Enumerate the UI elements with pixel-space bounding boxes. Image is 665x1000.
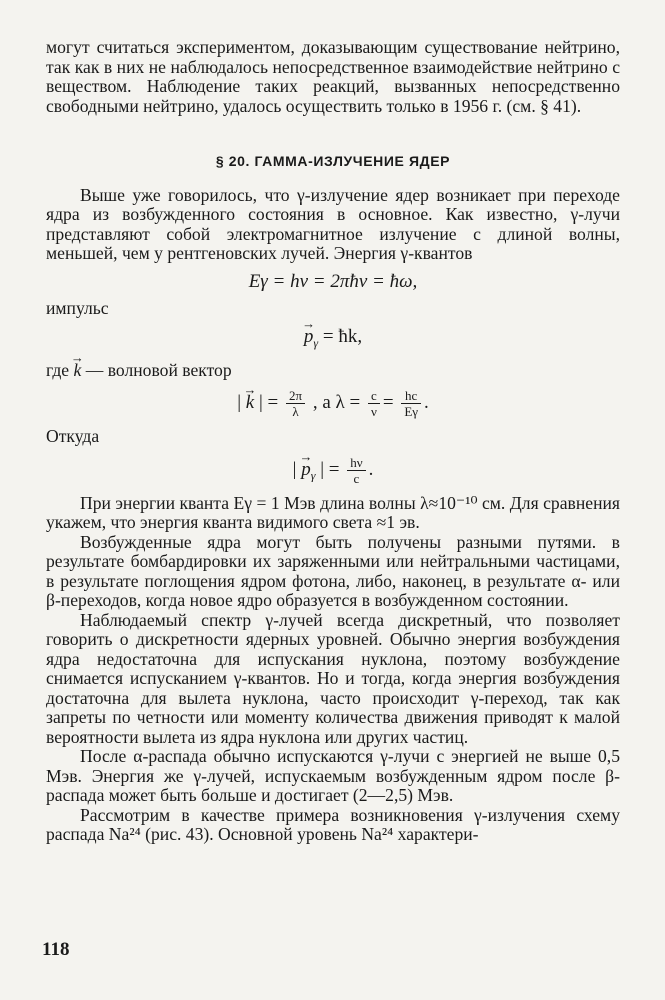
fraction-den: Eγ <box>404 404 419 420</box>
paragraph-3: Возбужденные ядра могут быть получены разными путями. в результате бомбардировки их заряженными или нейтральными частицами, в результате поглощения ядром фотона, либо, наконец, в результате α- или β-переходов, когда новое ядро образуется в возбужденном состоянии. <box>46 531 620 611</box>
gamma-subscript: γ <box>313 335 319 350</box>
fraction-den: λ <box>292 404 299 420</box>
vector-p: → p <box>304 327 314 347</box>
momentum-rhs: = ħk, <box>322 325 363 347</box>
energy-formula <box>46 272 620 292</box>
fraction-2pi-lambda <box>286 388 305 419</box>
gamma-subscript: γ <box>310 468 316 483</box>
label-where: где <box>46 359 70 380</box>
momentum-formula <box>46 327 620 353</box>
label-whence: Откуда <box>46 426 100 447</box>
fraction-num: hν <box>347 455 365 471</box>
fraction-num: c <box>368 388 380 404</box>
vector-k-abs: → k <box>246 393 254 413</box>
vector-p-abs: → p <box>301 460 311 480</box>
paragraph-1: Выше уже говорилось, что γ-излучение ядер возникает при переходе ядра из возбужденного состояния в основное. Как известно, γ-лучи представляют собой электромагнитное излучение с длиной волны, меньшей, чем у рентгеновских лучей. Энергия γ-квантов <box>46 184 620 263</box>
paragraph-5: После α-распада обычно испускаются γ-лучи с энергией не выше 0,5 Мэв. Энергия же γ-лучей, испускаемым возбужденным ядром после β-распада может быть больше и достигает (2—2,5) Мэв. <box>46 746 620 806</box>
eq3-mid: | = <box>258 392 284 414</box>
fraction-c-nu <box>368 388 380 419</box>
paragraph-4: Наблюдаемый спектр γ-лучей всегда дискретный, что позволяет говорить о дискретности ядерных уровней. Обычно энергия возбуждения ядра недостаточна для испускания нуклона, поэтому возбуждение снимается испусканием γ-квантов. Но и тогда, когда энергия возбуждения достаточна для вылета нуклона, часто происходит γ-переход, так как запреты по четности или моменту количества движения приводят к малой вероятности вылета из ядра нуклона или других частиц. <box>46 609 620 747</box>
eq3-dot: . <box>424 392 429 414</box>
fraction-den: c <box>353 470 360 486</box>
label-where-rest: — волновой вектор <box>85 359 232 380</box>
fraction-hnu-c <box>347 455 365 486</box>
page-body <box>46 38 620 845</box>
label-impulse: импульс <box>46 298 109 318</box>
paragraph-6: Рассмотрим в качестве примера возникновения γ-излучения схему распада Na²⁴ (рис. 43). Основной уровень Na²⁴ характери- <box>46 804 620 845</box>
energy-formula-text: Eγ = hν = 2πħν = ħω, <box>248 270 418 292</box>
page-number: 118 <box>42 939 70 960</box>
section-title: § 20. ГАММА-ИЗЛУЧЕНИЕ ЯДЕР <box>215 153 451 169</box>
fraction-hc-e <box>401 388 421 419</box>
momentum-magnitude-formula: | → $p_\gamma$ | = $\frac{h\nu}{c}$ . <box>46 455 620 486</box>
eq3-a: , а λ = <box>312 392 361 414</box>
eq4-dot: . <box>368 458 374 480</box>
fraction-num: 2π <box>286 388 305 404</box>
vector-k: → k <box>74 361 82 381</box>
wavevector-formula: | → k | = $\frac{2\pi}{\lambda}$ , а λ = $\frac{c}{\nu}$ = $\frac{hc}{E\gamma}$ . <box>46 388 620 419</box>
fraction-num: hc <box>401 388 421 404</box>
fraction-den: ν <box>370 404 377 420</box>
wave-vector-line <box>46 361 620 381</box>
intro-paragraph: могут считаться экспериментом, доказывающим существование нейтрино, так как в них не наблюдалось непосредственное взаимодействие нейтрино с веществом. Наблюдение таких реакций, вызванных непосредственно свободными нейтрино, удалось осуществить только в 1956 г. (см. § 41). <box>46 37 620 116</box>
paragraph-2: При энергии кванта Eγ = 1 Мэв длина волны λ≈10⁻¹⁰ см. Для сравнения укажем, что энергия кванта видимого света ≈1 эв. <box>46 492 620 533</box>
